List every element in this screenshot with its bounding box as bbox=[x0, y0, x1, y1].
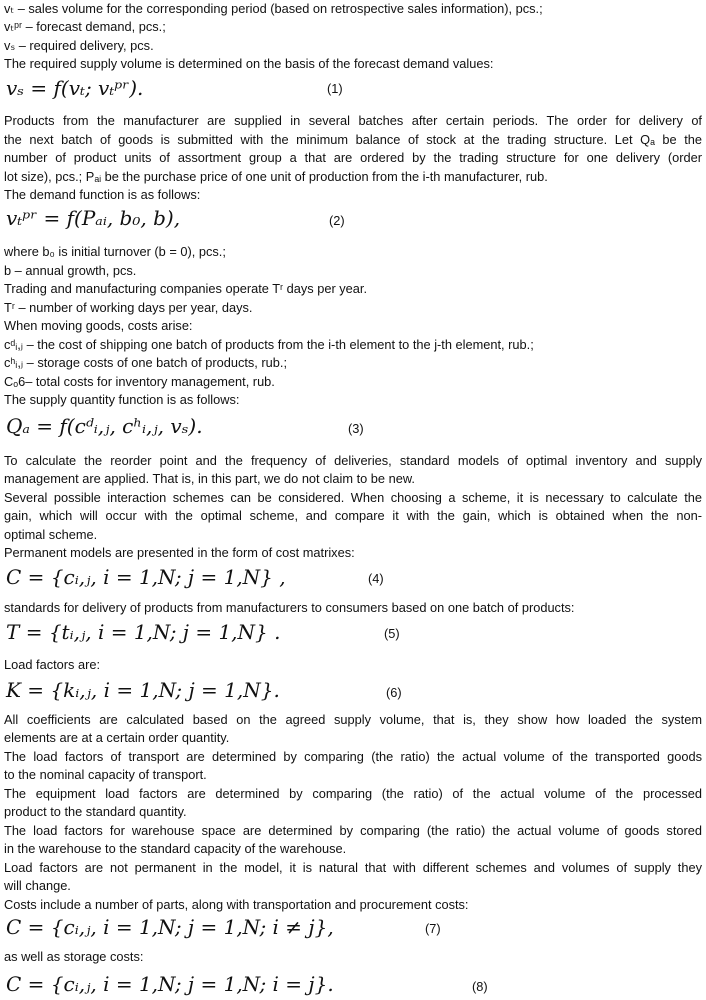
text-line: gain, which will occur with the optimal scheme, and compare it with the gain, which is obtained when the non- bbox=[4, 508, 702, 523]
text-line: vₜᵖʳ – forecast demand, pcs.; bbox=[4, 19, 166, 34]
equation-number: (7) bbox=[425, 921, 441, 936]
equation-3: Qₐ = f(cᵈᵢ,ⱼ, cʰᵢ,ⱼ, vₛ). bbox=[6, 414, 203, 438]
text-line: Tʳ – number of working days per year, days. bbox=[4, 300, 253, 315]
text-line: vₛ – required delivery, pcs. bbox=[4, 38, 154, 53]
equation-number: (8) bbox=[472, 979, 488, 994]
text-line: cᵈᵢ,ⱼ – the cost of shipping one batch of products from the i-th element to the j-th element, rub.; bbox=[4, 337, 534, 352]
text-line: All coefficients are calculated based on the agreed supply volume, that is, they show how loaded the system bbox=[4, 712, 702, 727]
text-line: The demand function is as follows: bbox=[4, 187, 201, 202]
text-line: number of product units of assortment group a that are ordered by the trading structure for one delivery (order bbox=[4, 150, 702, 165]
text-line: product to the standard quantity. bbox=[4, 804, 187, 819]
text-line: where b₀ is initial turnover (b = 0), pcs.; bbox=[4, 244, 226, 259]
text-line: standards for delivery of products from manufacturers to consumers based on one batch of products: bbox=[4, 600, 575, 615]
text-line: When moving goods, costs arise: bbox=[4, 318, 193, 333]
text-line: elements are at a certain order quantity. bbox=[4, 730, 230, 745]
equation-5: T = {tᵢ,ⱼ, i = 1,N; j = 1,N} . bbox=[6, 620, 281, 644]
text-line: The supply quantity function is as follows: bbox=[4, 392, 240, 407]
text-line: cʰᵢ,ⱼ – storage costs of one batch of products, rub.; bbox=[4, 355, 288, 370]
equation-number: (1) bbox=[327, 81, 343, 96]
equation-4: C = {cᵢ,ⱼ, i = 1,N; j = 1,N} , bbox=[6, 565, 286, 589]
text-line: To calculate the reorder point and the frequency of deliveries, standard models of optimal inventory and supply bbox=[4, 453, 702, 468]
text-line: optimal scheme. bbox=[4, 527, 98, 542]
text-line: The load factors of transport are determined by comparing (the ratio) the actual volume of the transported goods bbox=[4, 749, 702, 764]
text-line: lot size), pcs.; Pₐᵢ be the purchase price of one unit of production from the i-th manufacturer, rub. bbox=[4, 169, 548, 184]
equation-1: vₛ = f(vₜ; vₜᵖʳ). bbox=[6, 76, 144, 100]
text-line: The required supply volume is determined on the basis of the forecast demand values: bbox=[4, 56, 494, 71]
text-line: Costs include a number of parts, along with transportation and procurement costs: bbox=[4, 897, 469, 912]
text-line: Trading and manufacturing companies operate Tʳ days per year. bbox=[4, 281, 368, 296]
text-line: Products from the manufacturer are supplied in several batches after certain periods. The order for delivery of bbox=[4, 113, 702, 128]
equation-2: vₜᵖʳ = f(Pₐᵢ, b₀, b), bbox=[6, 206, 181, 230]
equation-8: C = {cᵢ,ⱼ, i = 1,N; j = 1,N; i = j}. bbox=[6, 972, 334, 996]
equation-number: (2) bbox=[329, 213, 345, 228]
text-line: Several possible interaction schemes can be considered. When choosing a scheme, it is necessary to calculate the bbox=[4, 490, 702, 505]
text-line: Permanent models are presented in the form of cost matrixes: bbox=[4, 545, 355, 560]
text-line: Cₒ6– total costs for inventory management, rub. bbox=[4, 374, 275, 389]
equation-number: (6) bbox=[386, 685, 402, 700]
equation-number: (5) bbox=[384, 626, 400, 641]
equation-number: (4) bbox=[368, 571, 384, 586]
text-line: Load factors are not permanent in the model, it is natural that with different schemes and volumes of supply they bbox=[4, 860, 702, 875]
text-line: vₜ – sales volume for the corresponding period (based on retrospective sales information), pcs.; bbox=[4, 1, 543, 16]
equation-6: K = {kᵢ,ⱼ, i = 1,N; j = 1,N}. bbox=[6, 678, 280, 702]
text-line: in the warehouse to the standard capacity of the warehouse. bbox=[4, 841, 347, 856]
equation-7: C = {cᵢ,ⱼ, i = 1,N; j = 1,N; i ≠ j}, bbox=[6, 915, 334, 939]
text-line: management are applied. That is, in this part, we do not claim to be new. bbox=[4, 471, 415, 486]
text-line: b – annual growth, pcs. bbox=[4, 263, 137, 278]
text-line: will change. bbox=[4, 878, 71, 893]
text-line: to the nominal capacity of transport. bbox=[4, 767, 207, 782]
text-line: the next batch of goods is submitted with the minimum balance of stock at the trading structure. Let Qₐ be the bbox=[4, 132, 702, 147]
text-line: The load factors for warehouse space are determined by comparing (the ratio) the actual volume of goods stored bbox=[4, 823, 702, 838]
text-line: Load factors are: bbox=[4, 657, 101, 672]
equation-number: (3) bbox=[348, 421, 364, 436]
text-line: The equipment load factors are determined by comparing (the ratio) of the actual volume of the processed bbox=[4, 786, 702, 801]
text-line: as well as storage costs: bbox=[4, 949, 144, 964]
